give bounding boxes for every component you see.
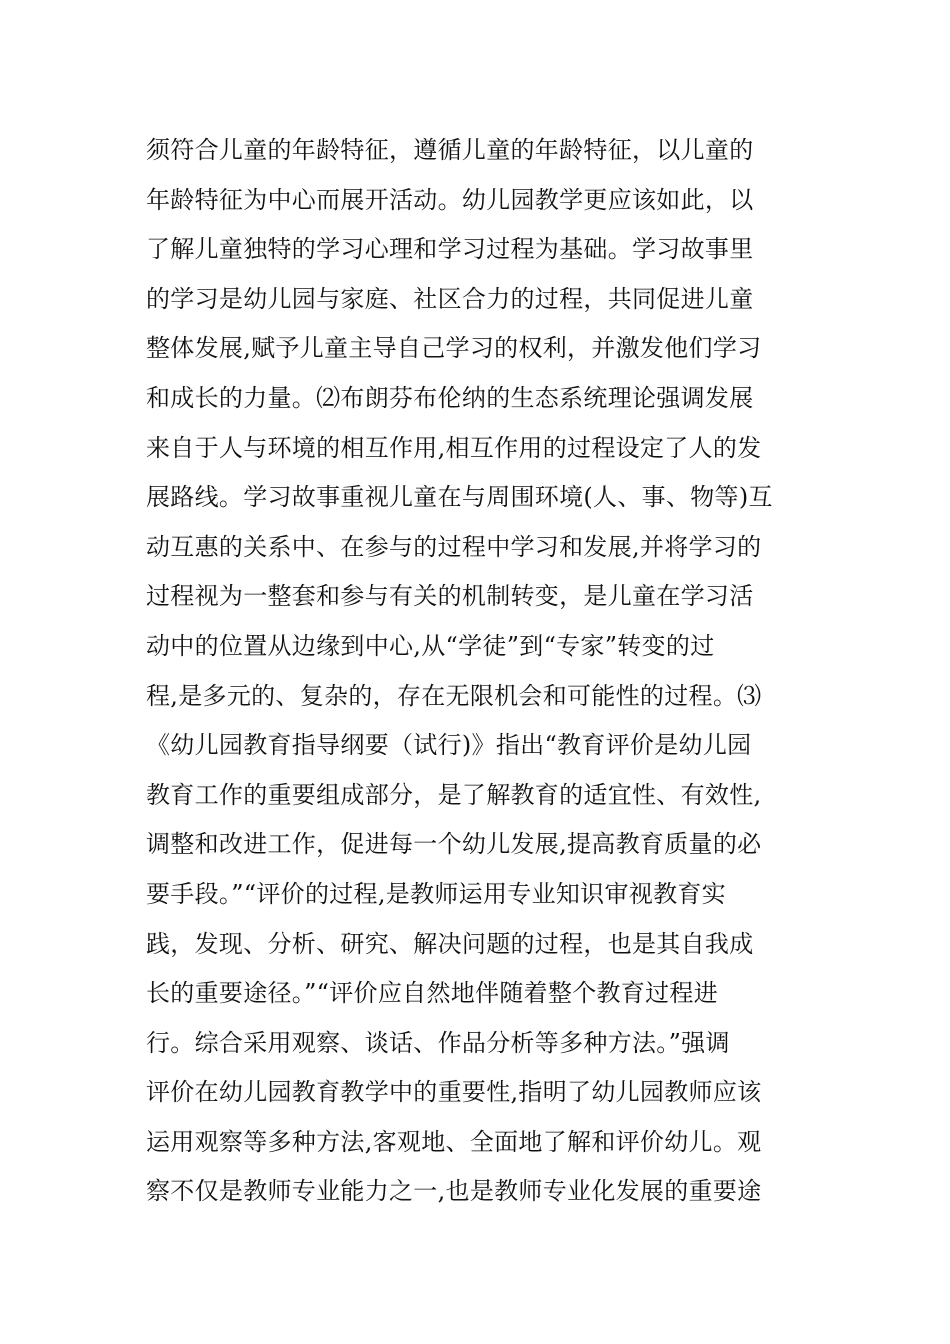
text-line: 和成长的力量。⑵布朗芬布伦纳的生态系统理论强调发展: [146, 383, 754, 412]
text-line: 动中的位置从边缘到中心,从“学徒”到“专家”转变的过: [146, 631, 715, 660]
text-line: 教育工作的重要组成部分，是了解教育的适宜性、有效性,: [146, 780, 762, 809]
text-line: 《幼儿园教育指导纲要（试行)》指出“教育评价是幼儿园: [146, 731, 752, 760]
text-line: 评价在幼儿园教育教学中的重要性,指明了幼儿园教师应该: [146, 1078, 762, 1107]
text-line: 整体发展,赋予儿童主导自己学习的权利，并激发他们学习: [146, 334, 762, 363]
text-line: 运用观察等多种方法,客观地、全面地了解和评价幼儿。观: [146, 1127, 762, 1156]
text-line: 的学习是幼儿园与家庭、社区合力的过程，共同促进儿童: [146, 284, 754, 313]
text-line: 要手段。”“评价的过程,是教师运用专业知识审视教育实: [146, 879, 726, 908]
text-line: 行。综合采用观察、谈话、作品分析等多种方法。”强调: [146, 1028, 730, 1057]
text-line: 年龄特征为中心而展开活动。幼儿园教学更应该如此，以: [146, 185, 754, 214]
text-line: 调整和改进工作，促进每一个幼儿发展,提高教育质量的必: [146, 830, 762, 859]
text-line: 来自于人与环境的相互作用,相互作用的过程设定了人的发: [146, 433, 762, 462]
text-line: 了解儿童独特的学习心理和学习过程为基础。学习故事里: [146, 235, 754, 264]
text-line: 过程视为一整套和参与有关的机制转变，是儿童在学习活: [146, 582, 754, 611]
text-line: 长的重要途径。”“评价应自然地伴随着整个教育过程进: [146, 979, 719, 1008]
text-line: 察不仅是教师专业能力之一,也是教师专业化发展的重要途: [146, 1177, 762, 1206]
body-paragraph: [146, 126, 806, 1217]
text-line: 展路线。学习故事重视儿童在与周围环境(人、事、物等)互: [146, 483, 773, 512]
text-line: 践，发现、分析、研究、解决问题的过程，也是其自我成: [146, 929, 754, 958]
text-line: 须符合儿童的年龄特征，遵循儿童的年龄特征，以儿童的: [146, 136, 754, 164]
text-line: 程,是多元的、复杂的，存在无限机会和可能性的过程。⑶: [146, 681, 762, 710]
text-line: 动互惠的关系中、在参与的过程中学习和发展,并将学习的: [146, 532, 762, 561]
